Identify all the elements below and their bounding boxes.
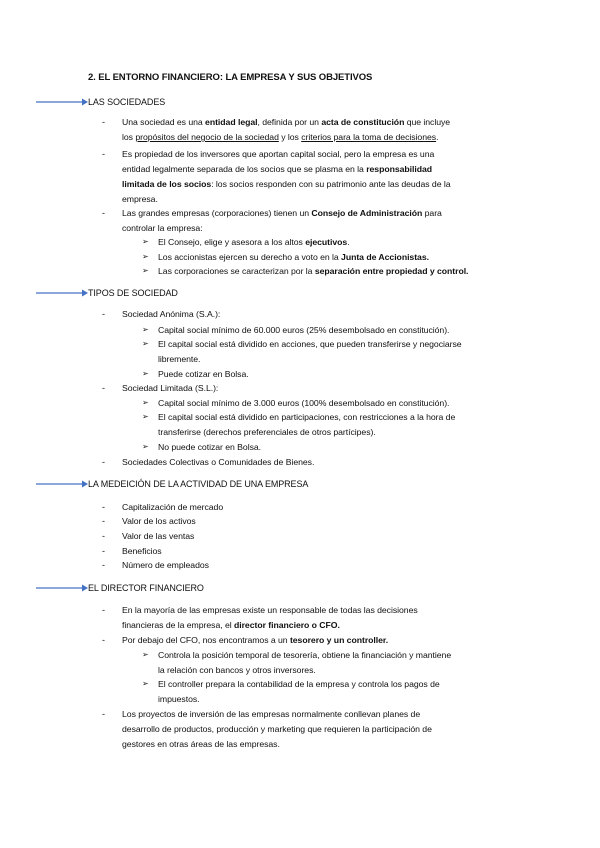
section-label: LA MEDEICIÓN DE LA ACTIVIDAD DE UNA EMPRESA: [88, 479, 309, 489]
section-label: LAS SOCIEDADES: [88, 97, 166, 107]
chevron-icon: ➢: [142, 412, 149, 421]
section-director: [36, 581, 204, 595]
arrow-icon: [36, 97, 88, 107]
chevron-icon: ➢: [142, 442, 149, 451]
arrow-icon: [36, 288, 88, 298]
section-medicion: [36, 477, 308, 491]
section-tipos: [36, 286, 178, 300]
chevron-icon: ➢: [142, 339, 149, 348]
chevron-icon: ➢: [142, 398, 149, 407]
section-label: TIPOS DE SOCIEDAD: [88, 288, 178, 298]
document-page: 2. EL ENTORNO FINANCIERO: LA EMPRESA Y SUS OBJETIVOS LAS SOCIEDADES - Una sociedad es una entidad legal, definida por un acta de constitución que incluye los propósitos del negocio de la sociedad y los criterios para la toma de decisiones. - Es propiedad de los inversores que aportan capital social, pero la empresa es una entidad legalmente separada de los socios que se plasma en la responsabilidad limitada de los socios: los socios responden con su patrimonio ante las deudas de la empresa. - Las grandes empresas (corporaciones) tienen un Consejo de Administración para controlar la empresa: ➢ El Consejo, elige y asesora a los altos ejecutivos. ➢ Los accionistas ejercen su derecho a voto en la Junta de Accionistas. ➢ Las corporaciones se caracterizan por la separación entre propiedad y control. TIPOS DE SOCIEDAD - Sociedad Anónima (S.A.): ➢ Capital social mínimo de 60.000 euros (25% desembolsado en constitución). ➢ El capital social está dividido en acciones, que pueden transferirse y negociarse libremente. ➢ Puede cotizar en Bolsa. - Sociedad Limitada (S.L.): ➢ Capital social mínimo de 3.000 euros (100% desembolsado en constitución). ➢ El capital social está dividido en participaciones, con restricciones a la hora de transferirse (derechos preferenciales de otros partícipes). ➢ No puede cotizar en Bolsa. - Sociedades Colectivas o Comunidades de Bienes. LA MEDEICIÓN DE LA ACTIVIDAD DE UNA EMPRESA - Capitalización de mercado - Valor de los activos - Valor de las ventas - Beneficios - Número de empleados EL DIRECTOR FINANCIERO - En la mayoría de las empresas existe un responsable de todas las decisiones financieras de la empresa, el director financiero o CFO. - Por debajo del CFO, nos encontramos a un tesorero y un controller. ➢ Controla la posición temporal de tesorería, obtiene la financiación y mantiene la relación con bancos y otros inversores. ➢ El controller prepara la contabilidad de la empresa y controla los pagos de impuestos. - Los proyectos de inversión de las empresas normalmente conllevan planes de desarrollo de productos, producción y marketing que requieren la participación de gestores en otras áreas de las empresas.: [0, 0, 600, 848]
arrow-icon: [36, 479, 88, 489]
chevron-icon: ➢: [142, 266, 149, 275]
chevron-icon: ➢: [142, 237, 149, 246]
arrow-icon: [36, 583, 88, 593]
chevron-icon: ➢: [142, 369, 149, 378]
chevron-icon: ➢: [142, 650, 149, 659]
page-title: 2. EL ENTORNO FINANCIERO: LA EMPRESA Y SUS OBJETIVOS: [88, 72, 373, 83]
chevron-icon: ➢: [142, 325, 149, 334]
section-label: EL DIRECTOR FINANCIERO: [88, 583, 204, 593]
chevron-icon: ➢: [142, 679, 149, 688]
section-sociedades: [36, 95, 165, 109]
chevron-icon: ➢: [142, 252, 149, 261]
